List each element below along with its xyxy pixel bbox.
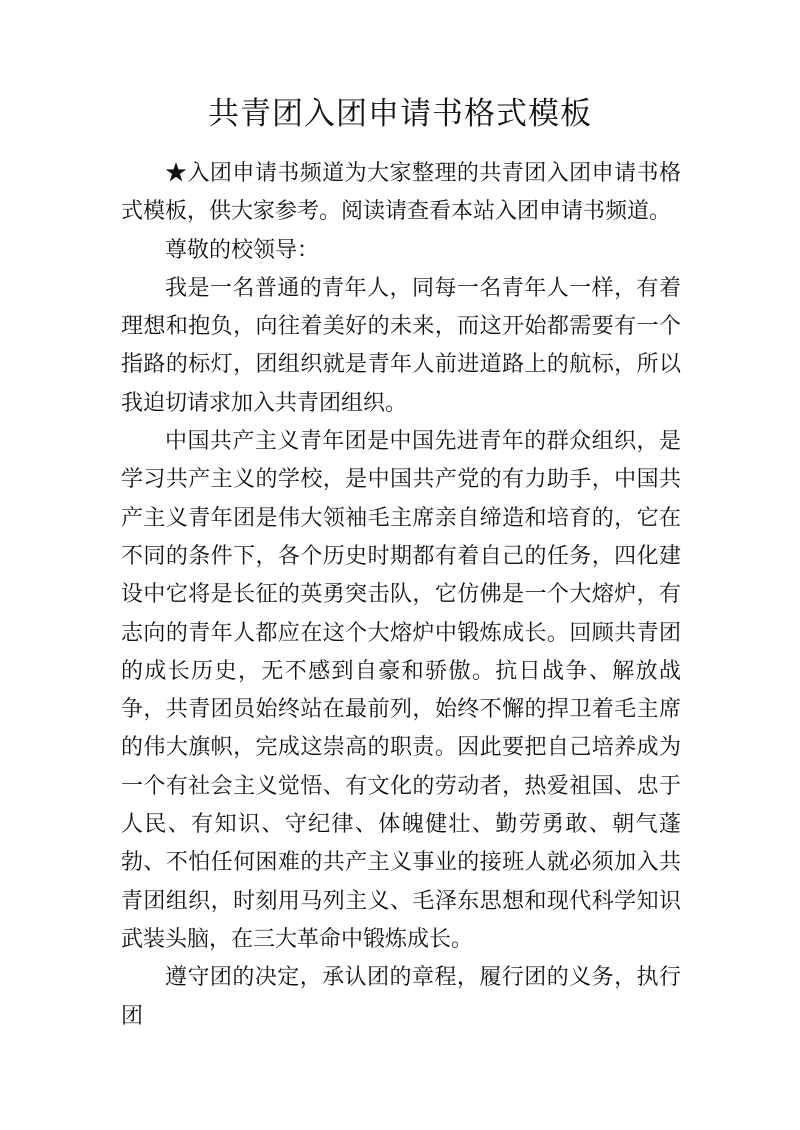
document-title: 共青团入团申请书格式模板	[208, 96, 592, 132]
body-paragraph-2: 中国共产主义青年团是中国先进青年的群众组织，是学习共产主义的学校，是中国共产党的有力助手，中国共产主义青年团是伟大领袖毛主席亲自缔造和培育的，它在不同的条件下，各个历史时期都有着自己的任务，四化建设中它将是长征的英勇突击队，它仿佛是一个大熔炉，有志向的青年人都应在这个大熔炉中锻炼成长。回顾共青团的成长历史，无不感到自豪和骄傲。抗日战争、解放战争，共青团员始终站在最前列，始终不懈的捍卫着毛主席的伟大旗帜，完成这崇高的职责。因此要把自己培养成为一个有社会主义觉悟、有文化的劳动者，热爱祖国、忠于人民、有知识、守纪律、体魄健壮、勤劳勇敢、朝气蓬勃、不怕任何困难的共产主义事业的接班人就必须加入共青团组织，时刻用马列主义、毛泽东思想和现代科学知识武装头脑，在三大革命中锻炼成长。	[121, 429, 681, 952]
salutation: 尊敬的校领导：	[165, 237, 320, 263]
body-paragraph-3: 遵守团的决定，承认团的章程，履行团的义务，执行团	[121, 965, 681, 1029]
body-paragraph-1: 我是一名普通的青年人，同每一名青年人一样，有着理想和抱负，向往着美好的未来，而这开始都需要有一个指路的标灯，团组织就是青年人前进道路上的航标，所以我迫切请求加入共青团组织。	[121, 275, 681, 416]
intro-paragraph: ★入团申请书频道为大家整理的共青团入团申请书格式模板，供大家参考。阅读请查看本站入团申请书频道。	[121, 161, 681, 225]
document-body	[121, 155, 681, 1036]
